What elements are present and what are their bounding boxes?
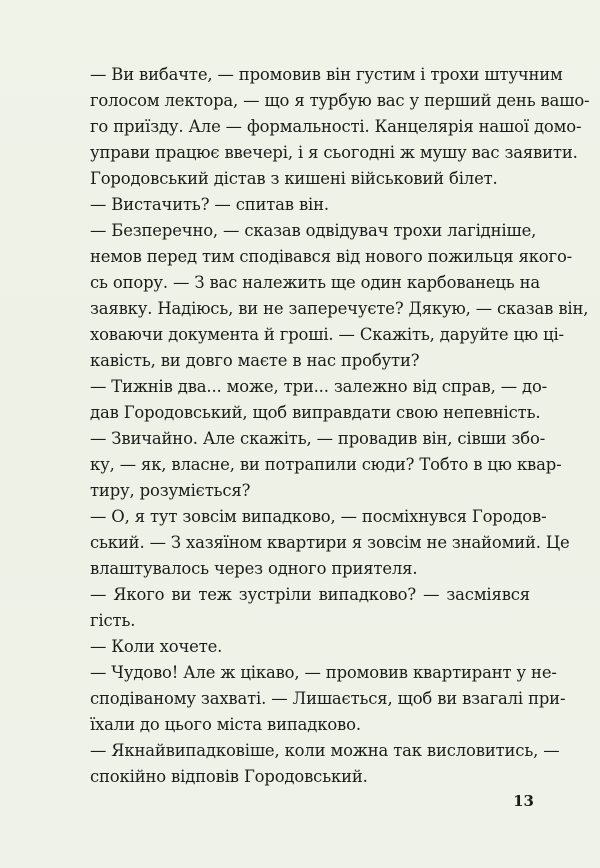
text-line: — Якого ви теж зустріли випадково? — засміявся [90,585,530,604]
text-line: Городовський дістав з кишені військовий білет. [90,169,498,188]
body-text [90,62,590,790]
page-number: 13 [513,792,534,810]
text-line: гість. [90,611,136,630]
text-line: сь опору. — З вас належить ще один карбованець на [90,273,541,292]
text-line: влаштувалось через одного приятеля. [90,559,418,578]
text-line: — Тижнів два... може, три... залежно від справ, — до- [90,377,548,396]
text-line: — Звичайно. Але скажіть, — провадив він, сівши збо- [90,429,546,448]
text-line: немов перед тим сподівався від нового пожильця якого- [90,247,573,266]
text-line: голосом лектора, — що я турбую вас у перший день вашо- [90,91,590,110]
text-line: ку, — як, власне, ви потрапили сюди? Тобто в цю квар- [90,455,562,474]
text-line: дав Городовський, щоб виправдати свою непевність. [90,403,541,422]
text-line: — О, я тут зовсім випадково, — посміхнувся Городов- [90,507,547,526]
text-line: — Ви вибачте, — промовив він густим і трохи штучним [90,65,563,84]
text-line: го приїзду. Але — формальності. Канцелярія нашої домо- [90,117,582,136]
text-line: кавість, ви довго маєте в нас пробути? [90,351,420,370]
text-line: спокійно відповів Городовський. [90,767,368,786]
text-line: сподіваному захваті. — Лишається, щоб ви взагалі при- [90,689,566,708]
text-line: ський. — З хазяїном квартири я зовсім не знайомий. Це [90,533,570,552]
text-line: ховаючи документа й гроші. — Скажіть, даруйте цю ці- [90,325,564,344]
text-line: їхали до цього міста випадково. [90,715,361,734]
text-line: — Вистачить? — спитав він. [90,195,329,214]
text-line: управи працює ввечері, і я сьогодні ж мушу вас заявити. [90,143,578,162]
text-line: — Чудово! Але ж цікаво, — промовив квартирант у не- [90,663,557,682]
text-line: заявку. Надіюсь, ви не заперечуєте? Дякую, — сказав він, [90,299,589,318]
text-line: тиру, розуміється? [90,481,251,500]
text-line: — Коли хочете. [90,637,223,656]
text-line: — Безперечно, — сказав одвідувач трохи лагідніше, [90,221,537,240]
text-line: — Якнайвипадковіше, коли можна так висловитись, — [90,741,560,760]
